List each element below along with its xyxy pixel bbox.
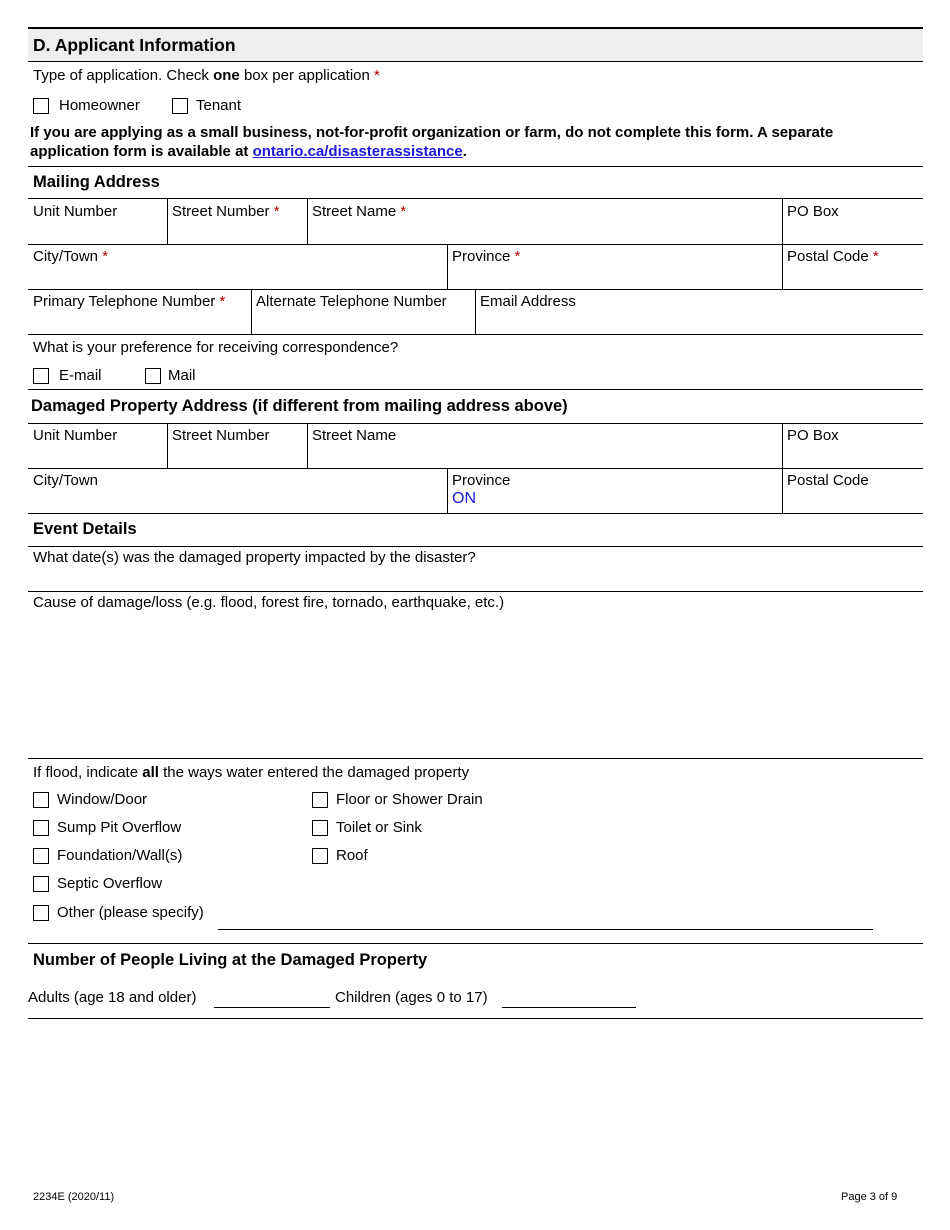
children-count-line bbox=[502, 1007, 636, 1008]
foundation-walls-checkbox[interactable] bbox=[33, 848, 49, 864]
cause-of-damage-input[interactable] bbox=[33, 616, 913, 752]
other-flood-specify-line bbox=[218, 929, 873, 930]
cause-of-damage-question: Cause of damage/loss (e.g. flood, forest fire, tornado, earthquake, etc.) bbox=[33, 594, 505, 611]
disaster-assistance-link[interactable]: ontario.ca/disasterassistance bbox=[252, 143, 463, 160]
page-number: Page 3 of 9 bbox=[841, 1191, 898, 1203]
application-type-prompt: Type of application. Check one box per application * bbox=[33, 67, 380, 84]
rule bbox=[28, 166, 923, 167]
divider bbox=[307, 423, 308, 468]
rule bbox=[28, 244, 923, 245]
primary-phone-input[interactable] bbox=[33, 312, 246, 330]
mailing-city-input[interactable] bbox=[33, 267, 443, 285]
divider bbox=[447, 244, 448, 289]
correspondence-preference-question: What is your preference for receiving correspondence? bbox=[33, 339, 399, 356]
form-code: 2234E (2020/11) bbox=[33, 1191, 115, 1203]
rule bbox=[28, 513, 923, 514]
septic-overflow-checkbox[interactable] bbox=[33, 876, 49, 892]
mail-preference-label: Mail bbox=[168, 367, 196, 384]
mailing-street-name-input[interactable] bbox=[312, 222, 777, 240]
primary-phone-label: Primary Telephone Number * bbox=[33, 293, 226, 310]
damaged-postal-code-input[interactable] bbox=[787, 491, 917, 509]
rule bbox=[28, 61, 923, 62]
email-preference-label: E-mail bbox=[59, 367, 102, 384]
damaged-street-name-label: Street Name bbox=[312, 427, 397, 444]
mailing-city-label: City/Town * bbox=[33, 248, 109, 265]
homeowner-label: Homeowner bbox=[59, 97, 140, 114]
floor-shower-drain-checkbox[interactable] bbox=[312, 792, 328, 808]
rule bbox=[28, 198, 923, 199]
event-details-title: Event Details bbox=[33, 520, 137, 538]
mailing-unit-number-label: Unit Number bbox=[33, 203, 118, 220]
other-flood-label: Other (please specify) bbox=[57, 904, 204, 921]
toilet-sink-label: Toilet or Sink bbox=[336, 819, 422, 836]
flood-entry-question: If flood, indicate all the ways water entered the damaged property bbox=[33, 764, 470, 781]
mailing-unit-number-input[interactable] bbox=[33, 222, 163, 240]
divider bbox=[167, 423, 168, 468]
damaged-po-box-label: PO Box bbox=[787, 427, 839, 444]
alternate-phone-input[interactable] bbox=[256, 312, 470, 330]
rule bbox=[28, 943, 923, 944]
mailing-province-input[interactable] bbox=[452, 267, 777, 285]
damaged-city-input[interactable] bbox=[33, 491, 443, 509]
foundation-walls-label: Foundation/Wall(s) bbox=[57, 847, 183, 864]
section-title: D. Applicant Information bbox=[33, 35, 236, 55]
tenant-label: Tenant bbox=[196, 97, 242, 114]
mailing-po-box-label: PO Box bbox=[787, 203, 839, 220]
rule bbox=[28, 1018, 923, 1019]
adults-count-input[interactable] bbox=[215, 988, 329, 1006]
sump-pit-overflow-checkbox[interactable] bbox=[33, 820, 49, 836]
tenant-checkbox[interactable] bbox=[172, 98, 188, 114]
damaged-street-name-input[interactable] bbox=[312, 446, 777, 464]
damaged-province-label: Province bbox=[452, 472, 511, 489]
roof-label: Roof bbox=[336, 847, 368, 864]
business-notice: If you are applying as a small business, not-for-profit organization or farm, do not complete this form. A separate application form is available at ontario.ca/disasterassistance. bbox=[30, 124, 834, 160]
floor-shower-drain-label: Floor or Shower Drain bbox=[336, 791, 483, 808]
alternate-phone-label: Alternate Telephone Number bbox=[256, 293, 447, 310]
damaged-unit-number-input[interactable] bbox=[33, 446, 163, 464]
email-address-label: Email Address bbox=[480, 293, 576, 310]
sump-pit-overflow-label: Sump Pit Overflow bbox=[57, 819, 182, 836]
people-count-title: Number of People Living at the Damaged Property bbox=[33, 951, 428, 969]
damaged-po-box-input[interactable] bbox=[787, 446, 917, 464]
email-preference-checkbox[interactable] bbox=[33, 368, 49, 384]
rule bbox=[28, 758, 923, 759]
septic-overflow-label: Septic Overflow bbox=[57, 875, 163, 892]
rule bbox=[28, 468, 923, 469]
event-date-input[interactable] bbox=[33, 569, 913, 587]
other-flood-specify-input[interactable] bbox=[219, 908, 871, 928]
divider bbox=[307, 198, 308, 244]
damaged-property-title: Damaged Property Address (if different from mailing address above) bbox=[31, 397, 568, 415]
rule bbox=[28, 423, 923, 424]
mailing-postal-code-input[interactable] bbox=[787, 267, 917, 285]
window-door-checkbox[interactable] bbox=[33, 792, 49, 808]
mailing-street-name-label: Street Name * bbox=[312, 203, 407, 220]
damaged-street-number-label: Street Number bbox=[172, 427, 270, 444]
damaged-unit-number-label: Unit Number bbox=[33, 427, 118, 444]
mailing-street-number-input[interactable] bbox=[172, 222, 302, 240]
divider bbox=[475, 289, 476, 334]
roof-checkbox[interactable] bbox=[312, 848, 328, 864]
mailing-address-title: Mailing Address bbox=[33, 173, 160, 191]
divider bbox=[251, 289, 252, 334]
rule bbox=[28, 389, 923, 390]
mailing-province-label: Province * bbox=[452, 248, 521, 265]
mailing-postal-code-label: Postal Code * bbox=[787, 248, 879, 265]
adults-count-line bbox=[214, 1007, 330, 1008]
damaged-postal-code-label: Postal Code bbox=[787, 472, 869, 489]
window-door-label: Window/Door bbox=[57, 791, 148, 808]
rule bbox=[28, 591, 923, 592]
homeowner-checkbox[interactable] bbox=[33, 98, 49, 114]
toilet-sink-checkbox[interactable] bbox=[312, 820, 328, 836]
other-flood-checkbox[interactable] bbox=[33, 905, 49, 921]
mailing-street-number-label: Street Number * bbox=[172, 203, 280, 220]
mailing-po-box-input[interactable] bbox=[787, 222, 917, 240]
children-count-input[interactable] bbox=[503, 988, 635, 1006]
rule bbox=[28, 546, 923, 547]
email-address-input[interactable] bbox=[480, 312, 917, 330]
event-date-question: What date(s) was the damaged property impacted by the disaster? bbox=[33, 549, 476, 566]
mail-preference-checkbox[interactable] bbox=[145, 368, 161, 384]
damaged-province-value[interactable]: ON bbox=[452, 490, 476, 507]
divider bbox=[167, 198, 168, 244]
rule bbox=[28, 334, 923, 335]
divider bbox=[447, 468, 448, 513]
damaged-city-label: City/Town bbox=[33, 472, 99, 489]
adults-label: Adults (age 18 and older) bbox=[28, 989, 197, 1006]
children-label: Children (ages 0 to 17) bbox=[335, 989, 488, 1006]
damaged-street-number-input[interactable] bbox=[172, 446, 302, 464]
